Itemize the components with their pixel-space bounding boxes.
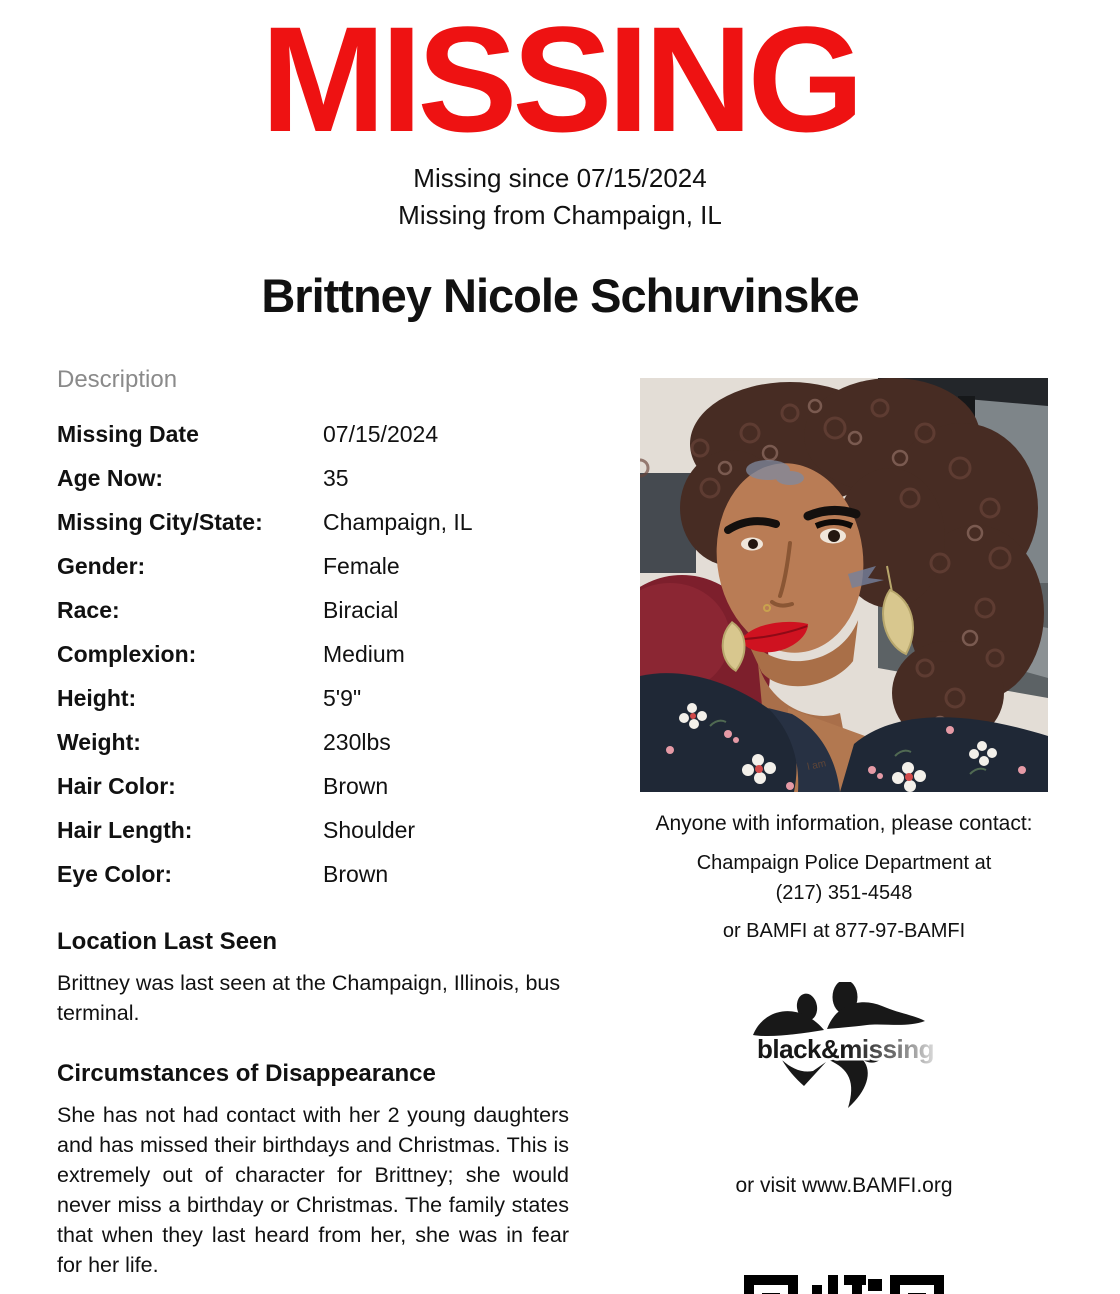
field-value: Shoulder xyxy=(323,816,416,843)
logo-wordmark: black&missing xyxy=(757,1034,935,1064)
table-row xyxy=(57,500,569,544)
description-column xyxy=(57,366,569,1280)
contact-phone: (217) 351-4548 xyxy=(775,882,913,904)
field-label: Missing City/State: xyxy=(57,508,263,535)
black-and-missing-logo xyxy=(632,982,1056,1145)
svg-text:l am: l am xyxy=(806,758,828,773)
field-label: Eye Color: xyxy=(57,860,173,887)
logo-graphic xyxy=(749,982,939,1140)
contact-intro: Anyone with information, please contact: xyxy=(655,812,1033,835)
visit-url: or visit www.BAMFI.org xyxy=(735,1174,953,1197)
location-last-seen-text: Brittney was last seen at the Champaign, Illinois, bus terminal. xyxy=(57,971,561,1025)
field-label: Missing Date xyxy=(57,420,199,447)
field-value: 5'9" xyxy=(323,684,362,711)
table-row xyxy=(57,676,569,720)
field-value: Medium xyxy=(323,640,405,667)
field-label: Hair Color: xyxy=(57,772,176,799)
field-label: Age Now: xyxy=(57,464,164,491)
field-value: 35 xyxy=(323,464,349,491)
table-row xyxy=(57,852,569,896)
field-value: Champaign, IL xyxy=(323,508,473,535)
description-label: Description xyxy=(57,366,178,393)
missing-since-line: Missing since 07/15/2024 xyxy=(413,163,707,193)
field-value: 07/15/2024 xyxy=(323,420,439,447)
table-row xyxy=(57,544,569,588)
field-value: Female xyxy=(323,552,400,579)
person-name: Brittney Nicole Schurvinske xyxy=(261,269,859,322)
field-label: Race: xyxy=(57,596,120,623)
field-label: Height: xyxy=(57,684,137,711)
field-label: Gender: xyxy=(57,552,146,579)
table-row xyxy=(57,456,569,500)
missing-person-photo xyxy=(640,378,1048,792)
qr-code xyxy=(744,1275,944,1294)
location-last-seen-heading: Location Last Seen xyxy=(57,928,278,955)
missing-title: MISSING xyxy=(260,0,860,163)
field-value: Brown xyxy=(323,772,389,799)
circumstances-heading: Circumstances of Disappearance xyxy=(57,1060,436,1087)
contact-bamfi: or BAMFI at 877-97-BAMFI xyxy=(722,920,966,942)
description-table xyxy=(57,412,569,896)
missing-from-line: Missing from Champaign, IL xyxy=(398,200,722,230)
table-row xyxy=(57,632,569,676)
field-value: Brown xyxy=(323,860,389,887)
field-label: Complexion: xyxy=(57,640,197,667)
contact-police: Champaign Police Department at xyxy=(696,852,992,874)
field-value: Biracial xyxy=(323,596,399,623)
table-row xyxy=(57,588,569,632)
table-row xyxy=(57,808,569,852)
table-row xyxy=(57,412,569,456)
circumstances-text: She has not had contact with her 2 young daughters and has missed their birthdays and Christmas. This is extremely out of character for Brittney; she would never miss a birthday or Christmas. The family states that when they last heard from her, she was in fear for her life. xyxy=(57,1103,569,1277)
field-value: 230lbs xyxy=(323,728,391,755)
field-label: Weight: xyxy=(57,728,141,755)
photo-illustration xyxy=(640,378,1048,792)
table-row xyxy=(57,764,569,808)
table-row xyxy=(57,720,569,764)
field-label: Hair Length: xyxy=(57,816,193,843)
flyer-header xyxy=(0,0,1120,323)
